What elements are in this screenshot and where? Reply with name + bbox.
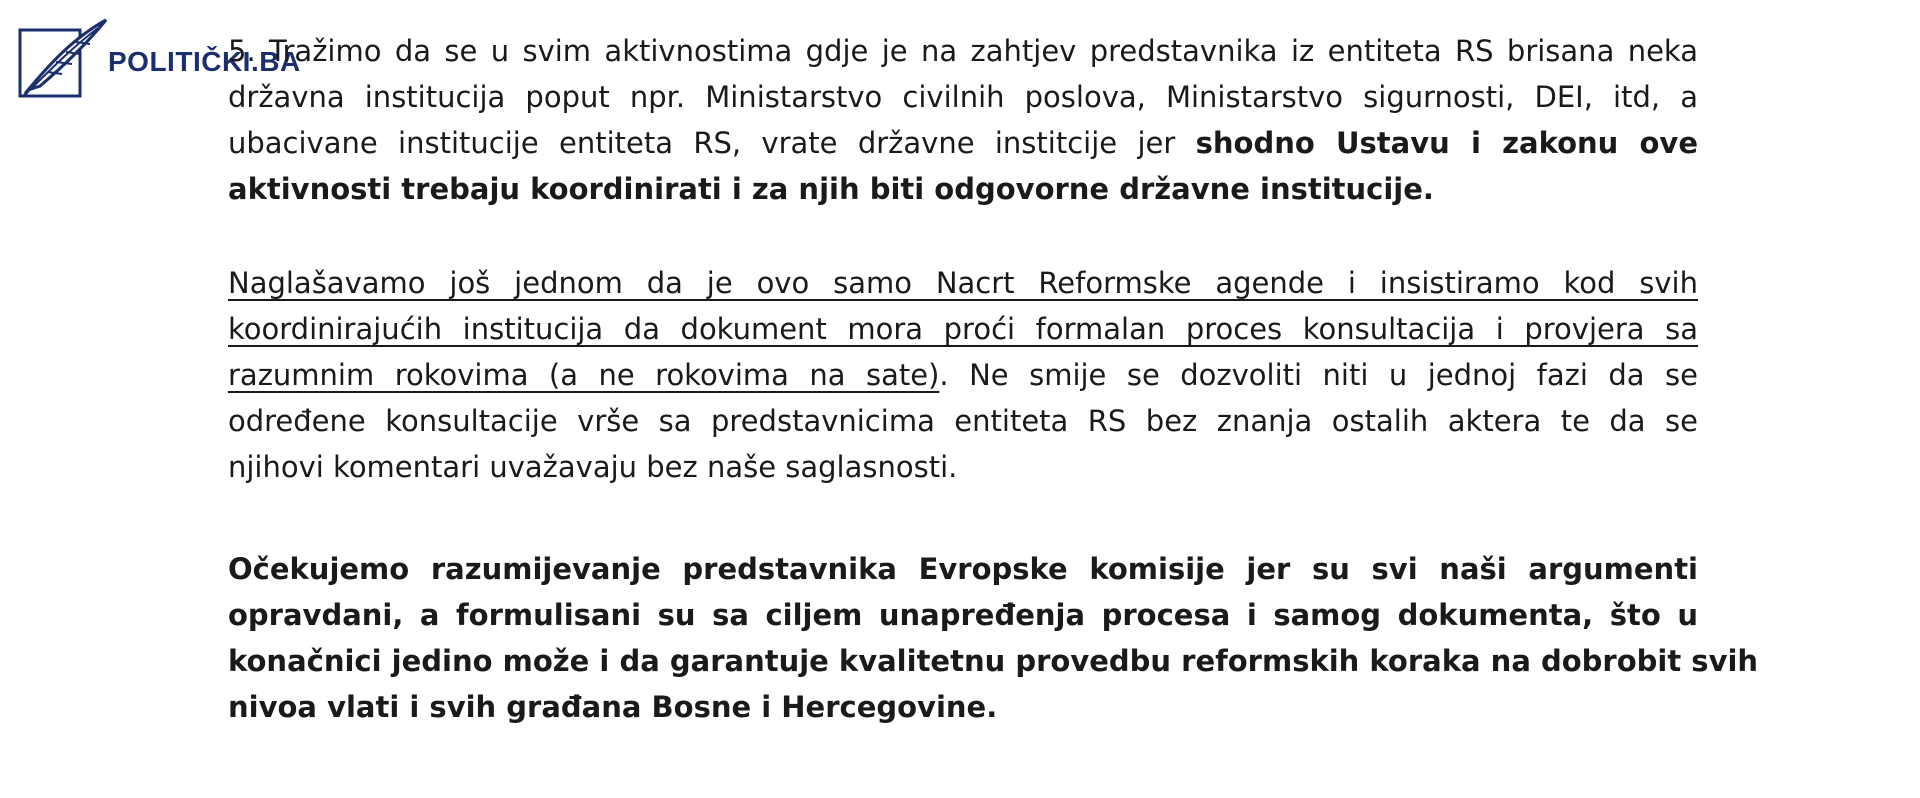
paragraph-conclusion	[228, 546, 1759, 730]
bold-text-run: shodno Ustavu i zakonu ove	[1195, 126, 1698, 160]
text-line: njihovi komentari uvažavaju bez naše saglasnosti.	[228, 450, 958, 484]
text-line: nivoa vlati i svih građana Bosne i Hercegovine.	[228, 690, 998, 724]
paragraph-demand-5	[228, 28, 1698, 212]
underlined-text-line: Naglašavamo još jednom da je ovo samo Nacrt Reformske agende i insistiramo kod svih	[228, 266, 1698, 300]
paragraph-emphasis	[228, 260, 1698, 490]
text-run: ubacivane institucije entiteta RS, vrate državne institcije jer	[228, 126, 1196, 160]
text-line: aktivnosti trebaju koordinirati i za njih biti odgovorne državne institucije.	[228, 172, 1434, 206]
text-line	[228, 352, 1698, 398]
text-line: opravdani, a formulisani su sa ciljem unapređenja procesa i samog dokumenta, što u	[228, 598, 1698, 632]
text-line: državna institucija poput npr. Ministarstvo civilnih poslova, Ministarstvo sigurnosti, DEI, itd, a	[228, 80, 1698, 114]
text-line: konačnici jedino može i da garantuje kvalitetnu provedbu reformskih koraka na dobrobit svih	[228, 644, 1759, 678]
underlined-text-line: koordinirajućih institucija da dokument mora proći formalan proces konsultacija i provjera sa	[228, 312, 1698, 346]
underlined-text-run: razumnim rokovima (a ne rokovima na sate)	[228, 358, 940, 392]
document-body	[228, 28, 1759, 730]
text-line	[228, 120, 1698, 166]
quill-pen-icon	[18, 16, 110, 102]
text-run: . Ne smije se dozvoliti niti u jednoj fazi da se	[939, 358, 1698, 392]
text-line: Očekujemo razumijevanje predstavnika Evropske komisije jer su svi naši argumenti	[228, 552, 1698, 586]
text-line: 5. Tražimo da se u svim aktivnostima gdje je na zahtjev predstavnika iz entiteta RS brisana neka	[228, 34, 1698, 68]
logo-brand-text: POLITIČKI.BA	[108, 46, 301, 77]
text-line: određene konsultacije vrše sa predstavnicima entiteta RS bez znanja ostalih aktera te da se	[228, 404, 1698, 438]
